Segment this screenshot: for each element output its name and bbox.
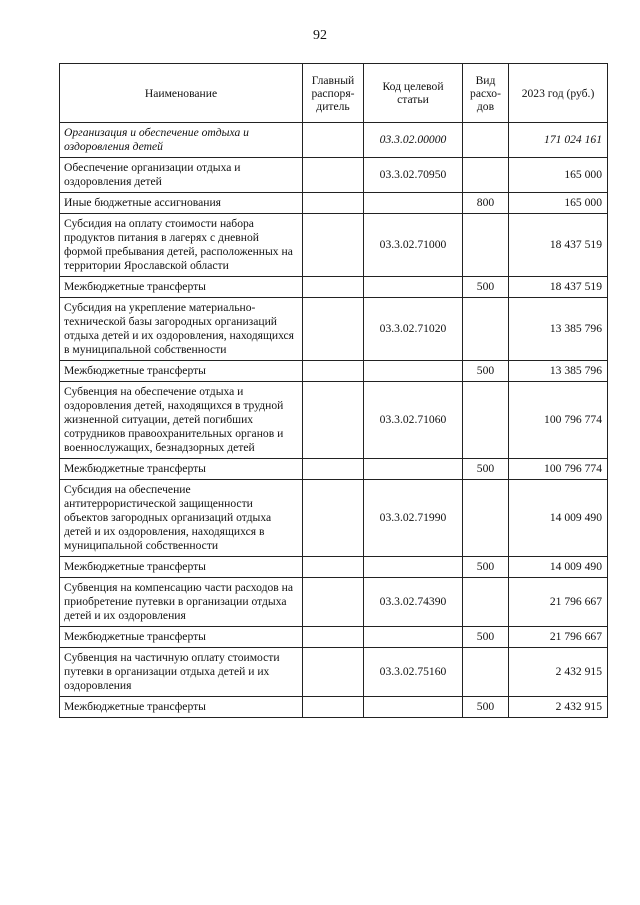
header-admin: Главный распоря-дитель — [303, 64, 364, 123]
cell-code — [364, 361, 463, 382]
cell-code: 03.3.02.70950 — [364, 158, 463, 193]
cell-amount: 14 009 490 — [509, 557, 608, 578]
table-row — [60, 578, 608, 627]
table-row — [60, 277, 608, 298]
cell-amount: 2 432 915 — [509, 648, 608, 697]
table-row — [60, 298, 608, 361]
cell-admin — [303, 627, 364, 648]
table-row — [60, 627, 608, 648]
header-amount: 2023 год (руб.) — [509, 64, 608, 123]
header-name: Наименование — [60, 64, 303, 123]
cell-admin — [303, 158, 364, 193]
cell-code — [364, 193, 463, 214]
cell-code: 03.3.02.71020 — [364, 298, 463, 361]
cell-admin — [303, 361, 364, 382]
cell-amount: 165 000 — [509, 158, 608, 193]
cell-admin — [303, 123, 364, 158]
cell-name: Иные бюджетные ассигнования — [60, 193, 303, 214]
table-row — [60, 158, 608, 193]
cell-name: Субсидия на обеспечение антитеррористической защищенности объектов загородных организаций отдыха детей и их оздоровления, находящихся в муниципальной собственности — [60, 480, 303, 557]
cell-name: Обеспечение организации отдыха и оздоровления детей — [60, 158, 303, 193]
cell-amount: 14 009 490 — [509, 480, 608, 557]
table-row — [60, 193, 608, 214]
cell-type — [463, 123, 509, 158]
cell-type — [463, 214, 509, 277]
cell-name: Субсидия на оплату стоимости набора продуктов питания в лагерях с дневной формой пребывания детей, расположенных на территории Ярославской области — [60, 214, 303, 277]
cell-type: 500 — [463, 361, 509, 382]
header-type: Вид расхо-дов — [463, 64, 509, 123]
cell-type — [463, 648, 509, 697]
cell-amount: 21 796 667 — [509, 627, 608, 648]
header-code: Код целевой статьи — [364, 64, 463, 123]
cell-type — [463, 578, 509, 627]
cell-admin — [303, 193, 364, 214]
cell-code: 03.3.02.00000 — [364, 123, 463, 158]
cell-code: 03.3.02.71060 — [364, 382, 463, 459]
cell-type — [463, 298, 509, 361]
cell-name: Межбюджетные трансферты — [60, 361, 303, 382]
cell-code: 03.3.02.74390 — [364, 578, 463, 627]
cell-type: 500 — [463, 277, 509, 298]
cell-admin — [303, 697, 364, 718]
cell-code — [364, 697, 463, 718]
cell-name: Субвенция на обеспечение отдыха и оздоровления детей, находящихся в трудной жизненной ситуации, детей погибших сотрудников правоохранительных органов и военнослужащих, безнадзорных детей — [60, 382, 303, 459]
cell-admin — [303, 214, 364, 277]
cell-amount: 21 796 667 — [509, 578, 608, 627]
cell-type: 500 — [463, 459, 509, 480]
cell-amount: 171 024 161 — [509, 123, 608, 158]
cell-code: 03.3.02.75160 — [364, 648, 463, 697]
cell-code: 03.3.02.71990 — [364, 480, 463, 557]
table-body — [60, 123, 608, 718]
cell-admin — [303, 382, 364, 459]
cell-type — [463, 158, 509, 193]
table-row — [60, 459, 608, 480]
cell-code — [364, 459, 463, 480]
cell-admin — [303, 557, 364, 578]
cell-type: 500 — [463, 627, 509, 648]
cell-name: Субвенция на частичную оплату стоимости путевки в организации отдыха детей и их оздоровления — [60, 648, 303, 697]
cell-amount: 18 437 519 — [509, 277, 608, 298]
cell-type: 800 — [463, 193, 509, 214]
cell-code — [364, 557, 463, 578]
cell-admin — [303, 298, 364, 361]
table-row — [60, 123, 608, 158]
cell-name: Межбюджетные трансферты — [60, 627, 303, 648]
cell-name: Субсидия на укрепление материально-технической базы загородных организаций отдыха детей и их оздоровления, находящихся в муниципальной собственности — [60, 298, 303, 361]
cell-code — [364, 627, 463, 648]
budget-table — [59, 63, 608, 718]
cell-admin — [303, 578, 364, 627]
cell-amount: 18 437 519 — [509, 214, 608, 277]
cell-type — [463, 382, 509, 459]
cell-name: Межбюджетные трансферты — [60, 277, 303, 298]
table-row — [60, 361, 608, 382]
cell-type — [463, 480, 509, 557]
cell-name: Организация и обеспечение отдыха и оздоровления детей — [60, 123, 303, 158]
cell-name: Межбюджетные трансферты — [60, 697, 303, 718]
table-header-row — [60, 64, 608, 123]
cell-name: Субвенция на компенсацию части расходов на приобретение путевки в организации отдыха детей и их оздоровления — [60, 578, 303, 627]
table-row — [60, 697, 608, 718]
cell-code — [364, 277, 463, 298]
cell-name: Межбюджетные трансферты — [60, 557, 303, 578]
page-number: 92 — [313, 28, 327, 43]
table-row — [60, 648, 608, 697]
cell-amount: 100 796 774 — [509, 382, 608, 459]
cell-type: 500 — [463, 697, 509, 718]
cell-admin — [303, 459, 364, 480]
cell-admin — [303, 480, 364, 557]
cell-amount: 2 432 915 — [509, 697, 608, 718]
table-row — [60, 557, 608, 578]
table-row — [60, 480, 608, 557]
cell-type: 500 — [463, 557, 509, 578]
cell-amount: 13 385 796 — [509, 298, 608, 361]
cell-amount: 100 796 774 — [509, 459, 608, 480]
cell-name: Межбюджетные трансферты — [60, 459, 303, 480]
cell-amount: 13 385 796 — [509, 361, 608, 382]
cell-code: 03.3.02.71000 — [364, 214, 463, 277]
table-row — [60, 382, 608, 459]
cell-amount: 165 000 — [509, 193, 608, 214]
table-row — [60, 214, 608, 277]
cell-admin — [303, 277, 364, 298]
cell-admin — [303, 648, 364, 697]
